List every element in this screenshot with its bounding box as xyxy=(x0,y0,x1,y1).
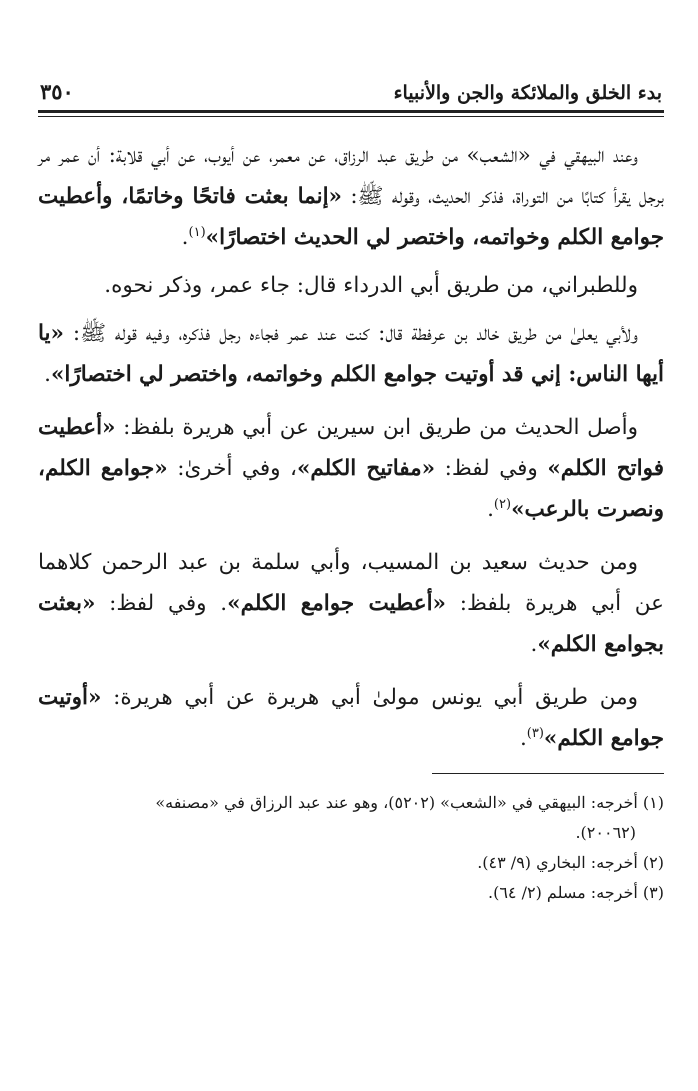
text-segment: وفي لفظ: xyxy=(435,456,548,481)
hadith-quote: «إنما بعثت فاتحًا وخاتمًا، وأعطيت جوامع الكلم وخواتمه، واختصر لي الحديث اختصارًا» xyxy=(38,184,664,250)
text-segment: وأصل الحديث من طريق ابن سيرين عن أبي هريرة بلفظ: xyxy=(115,415,638,440)
footnote-marker: (١) xyxy=(188,224,206,240)
footnote-marker: (٣) xyxy=(526,725,544,741)
hadith-quote: «أعطيت فواتح الكلم» xyxy=(38,415,664,481)
hadith-quote: «بعثت بجوامع الكلم» xyxy=(38,591,664,657)
footnote-divider xyxy=(432,773,664,774)
hadith-quote: «أعطيت جوامع الكلم» xyxy=(227,591,446,616)
text-segment: . وفي لفظ: xyxy=(95,591,228,616)
footnote-text: (١) أخرجه: البيهقي في «الشعب» (٥٢٠٢)، وهو عند عبد الرزاق في «مصنفه» xyxy=(155,793,664,812)
header-divider xyxy=(38,110,664,117)
footnotes xyxy=(38,788,664,908)
text-segment: . xyxy=(519,726,527,751)
footnote-marker: (٢) xyxy=(493,496,512,512)
text-segment: . xyxy=(44,362,51,387)
paragraph xyxy=(38,265,664,306)
text-segment: . xyxy=(181,225,189,250)
footnote xyxy=(38,848,664,878)
hadith-quote: «أوتيت جوامع الكلم» xyxy=(38,685,664,751)
footnote-continuation: (٢٠٠٦٢). xyxy=(575,823,636,842)
text-segment: ولأبي يعلىٰ من طريق خالد بن عرفطة قال: كنت عند عمر فجاءه رجل فذكره، وفيه قوله ﷺ: xyxy=(63,321,638,346)
paragraph xyxy=(38,677,664,759)
text-segment: ومن حديث سعيد بن المسيب، وأبي سلمة بن عبد الرحمن كلاهما عن أبي هريرة بلفظ: xyxy=(38,550,664,616)
hadith-quote: «مفاتيح الكلم» xyxy=(296,456,436,481)
footnote-text: (٢) أخرجه: البخاري (٩/ ٤٣). xyxy=(477,853,664,872)
text-segment: . xyxy=(530,632,538,657)
paragraph xyxy=(38,407,664,530)
paragraph xyxy=(38,135,664,258)
text-segment: وللطبراني، من طريق أبي الدرداء قال: جاء عمر، وذكر نحوه. xyxy=(104,273,638,298)
hadith-quote: «يا أيها الناس: إني قد أوتيت جوامع الكلم وخواتمه، واختصر لي اختصارًا» xyxy=(38,321,664,387)
text-segment: ، وفي أخرىٰ: xyxy=(167,456,297,481)
footnote xyxy=(38,878,664,908)
text-segment: ومن طريق أبي يونس مولىٰ أبي هريرة عن أبي هريرة: xyxy=(101,685,638,710)
footnote-text: (٣) أخرجه: مسلم (٢/ ٦٤). xyxy=(488,883,664,902)
paragraph xyxy=(38,313,664,395)
book-page xyxy=(38,70,664,908)
running-header xyxy=(38,70,664,104)
main-text xyxy=(38,135,664,759)
page-number: ٣٥٠ xyxy=(40,79,74,104)
hadith-quote: «جوامع الكلم، ونصرت بالرعب» xyxy=(38,456,664,522)
paragraph xyxy=(38,542,664,665)
text-segment: وعند البيهقي في «الشعب» من طريق عبد الرزاق، عن معمر، عن أيوب، عن أبي قلابة: أن عمر مر برجل يقرأ كتابًا من التوراة، فذكر الحديث، وقوله ﷺ: xyxy=(38,143,665,209)
text-segment: . xyxy=(487,497,494,522)
footnote xyxy=(38,788,664,848)
running-title: بدء الخلق والملائكة والجن والأنبياء xyxy=(393,82,662,104)
